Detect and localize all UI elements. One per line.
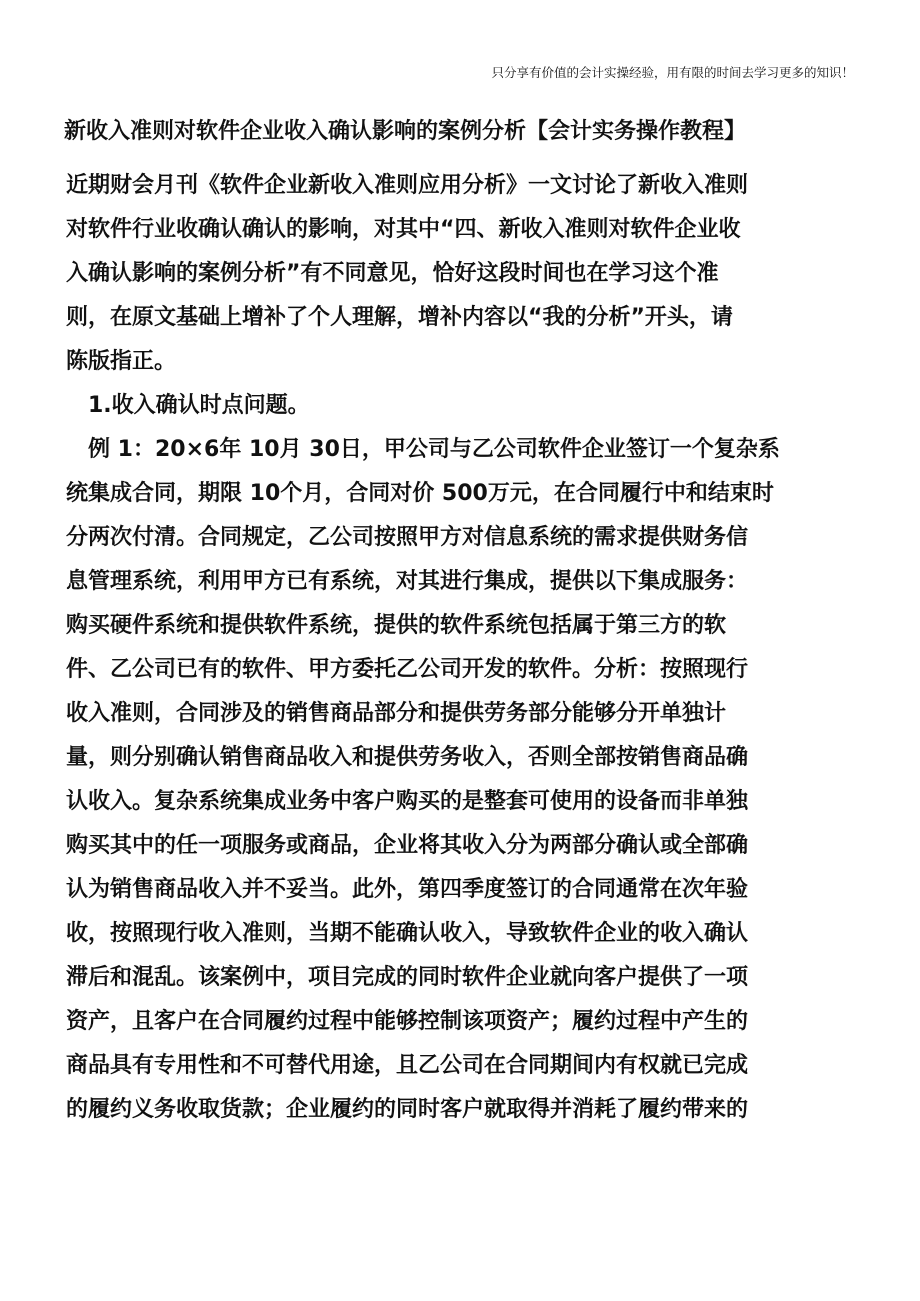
section-heading: 1.收入确认时点问题。 <box>88 393 310 418</box>
example-line: 收入准则，合同涉及的销售商品部分和提供劳务部分能够分开单独计 <box>66 701 727 726</box>
example-line: 统集成合同，期限 10个月，合同对价 500万元，在合同履行中和结束时 <box>66 481 774 506</box>
header-note: 只分享有价值的会计实操经验，用有限的时间去学习更多的知识！ <box>491 65 854 80</box>
intro-paragraph <box>66 164 856 384</box>
example-line: 认为销售商品收入并不妥当。此外，第四季度签订的合同通常在次年验 <box>66 877 749 902</box>
intro-line: 对软件行业收确认确认的影响，对其中“四、新收入准则对软件企业收 <box>66 217 741 242</box>
document-body <box>66 164 856 1132</box>
intro-line: 入确认影响的案例分析”有不同意见，恰好这段时间也在学习这个准 <box>66 261 719 286</box>
example-line: 商品具有专用性和不可替代用途，且乙公司在合同期间内有权就已完成 <box>66 1053 749 1078</box>
example-line: 购买其中的任一项服务或商品，企业将其收入分为两部分确认或全部确 <box>66 833 749 858</box>
example-line: 的履约义务收取货款；企业履约的同时客户就取得并消耗了履约带来的 <box>66 1097 749 1122</box>
document-title: 新收入准则对软件企业收入确认影响的案例分析【会计实务操作教程】 <box>64 119 747 144</box>
example-line: 认收入。复杂系统集成业务中客户购买的是整套可使用的设备而非单独 <box>66 789 749 814</box>
example-line: 滞后和混乱。该案例中，项目完成的同时软件企业就向客户提供了一项 <box>66 965 749 990</box>
example-line: 量，则分别确认销售商品收入和提供劳务收入，否则全部按销售商品确 <box>66 745 749 770</box>
intro-line: 则，在原文基础上增补了个人理解，增补内容以“我的分析”开头，请 <box>66 305 733 330</box>
example-paragraph <box>66 428 856 1132</box>
intro-line: 陈版指正。 <box>66 349 177 374</box>
example-line: 购买硬件系统和提供软件系统，提供的软件系统包括属于第三方的软 <box>66 613 727 638</box>
example-line: 资产，且客户在合同履约过程中能够控制该项资产；履约过程中产生的 <box>66 1009 749 1034</box>
example-line: 件、乙公司已有的软件、甲方委托乙公司开发的软件。分析：按照现行 <box>66 657 749 682</box>
example-line: 收，按照现行收入准则，当期不能确认收入，导致软件企业的收入确认 <box>66 921 749 946</box>
example-line: 例 1：20×6年 10月 30日，甲公司与乙公司软件企业签订一个复杂系 <box>88 437 780 462</box>
intro-line: 近期财会月刊《软件企业新收入准则应用分析》一文讨论了新收入准则 <box>66 173 749 198</box>
example-line: 息管理系统，利用甲方已有系统，对其进行集成，提供以下集成服务： <box>66 569 749 594</box>
example-line: 分两次付清。合同规定，乙公司按照甲方对信息系统的需求提供财务信 <box>66 525 749 550</box>
